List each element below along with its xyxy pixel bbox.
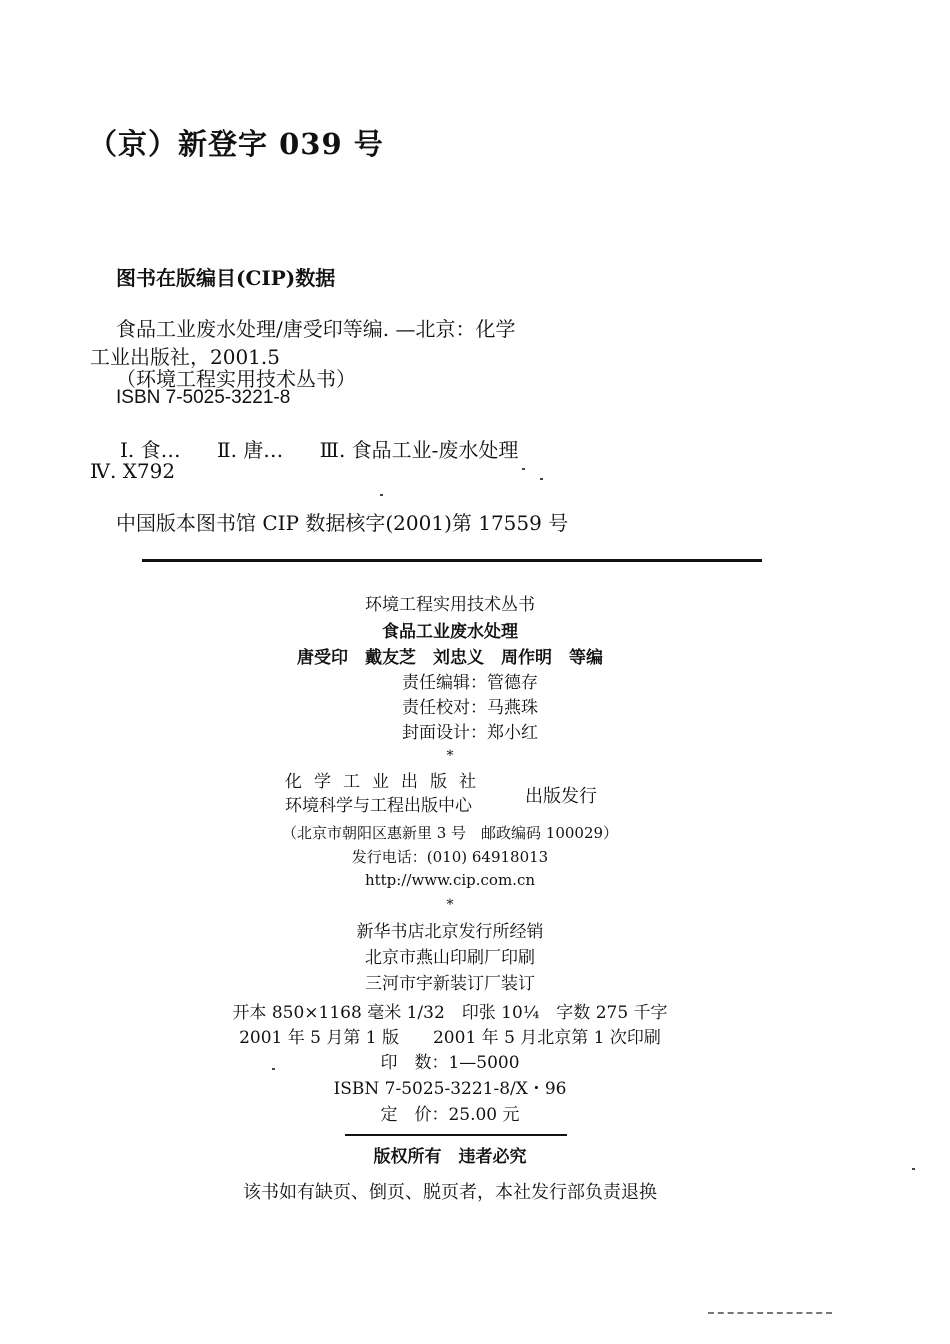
printer: 北京市燕山印刷厂印刷 [365,948,535,968]
scan-speck [540,478,543,480]
cip-entry-line-1: 食品工业废水处理/唐受印等编. —北京：化学 [116,317,516,341]
distribution-phone: 发行电话：(010) 64918013 [351,848,549,866]
publisher-block [285,770,488,818]
separator-star-2: * [446,897,454,913]
cover-designer: 封面设计：郑小红 [402,723,538,743]
scan-speck [272,1068,275,1070]
publish-distribute-label: 出版发行 [525,786,597,807]
book-title: 食品工业废水处理 [382,622,518,642]
cip-class-item-3: Ⅲ. 食品工业-废水处理 [319,438,519,462]
publisher-center: 环境科学与工程出版中心 [285,796,472,816]
cip-entry-line-2: 工业出版社，2001.5 [90,345,280,369]
authors: 唐受印 戴友芝 刘忠义 周作明 等编 [297,648,603,668]
scan-edge-dashes [708,1312,832,1314]
price: 定 价：25.00 元 [380,1105,520,1125]
cip-heading: 图书在版编目(CIP)数据 [116,266,336,290]
cip-class-code: Ⅳ. X792 [90,459,176,483]
cip-isbn: ISBN 7-5025-3221-8 [116,387,291,408]
cip-class-item-1: Ⅰ. 食… [120,438,181,462]
proofreader: 责任校对：马燕珠 [402,698,538,718]
responsible-editor: 责任编辑：管德存 [402,673,538,693]
divider-top [142,559,762,562]
distributor: 新华书店北京发行所经销 [356,922,544,942]
cip-series-line: （环境工程实用技术丛书） [116,367,356,391]
series-name: 环境工程实用技术丛书 [365,595,535,615]
edition-info: 2001 年 5 月第 1 版 2001 年 5 月北京第 1 次印刷 [239,1028,661,1048]
scan-speck [912,1168,915,1170]
separator-star-1: * [446,748,454,764]
scan-speck [380,494,383,496]
cip-class-item-2: Ⅱ. 唐… [216,438,284,462]
divider-bottom [345,1134,567,1136]
colophon-isbn: ISBN 7-5025-3221-8/X・96 [333,1079,567,1099]
publisher-name: 化学工业出版社 [285,772,488,792]
publisher-website: http://www.cip.com.cn [364,871,536,889]
scan-speck [522,468,525,470]
cip-classification [120,434,548,463]
book-format: 开本 850×1168 毫米 1/32 印张 10¼ 字数 275 千字 [232,1003,668,1023]
return-notice: 该书如有缺页、倒页、脱页者，本社发行部负责退换 [243,1182,657,1203]
cip-record-number: 中国版本图书馆 CIP 数据核字(2001)第 17559 号 [116,511,569,535]
license-number: （京）新登字 039 号 [88,127,384,161]
binder: 三河市宇新装订厂装订 [365,974,535,994]
copyright-notice: 版权所有 违者必究 [373,1147,527,1167]
print-run: 印 数：1—5000 [380,1053,520,1073]
publisher-address: （北京市朝阳区惠新里 3 号 邮政编码 100029） [281,824,619,842]
